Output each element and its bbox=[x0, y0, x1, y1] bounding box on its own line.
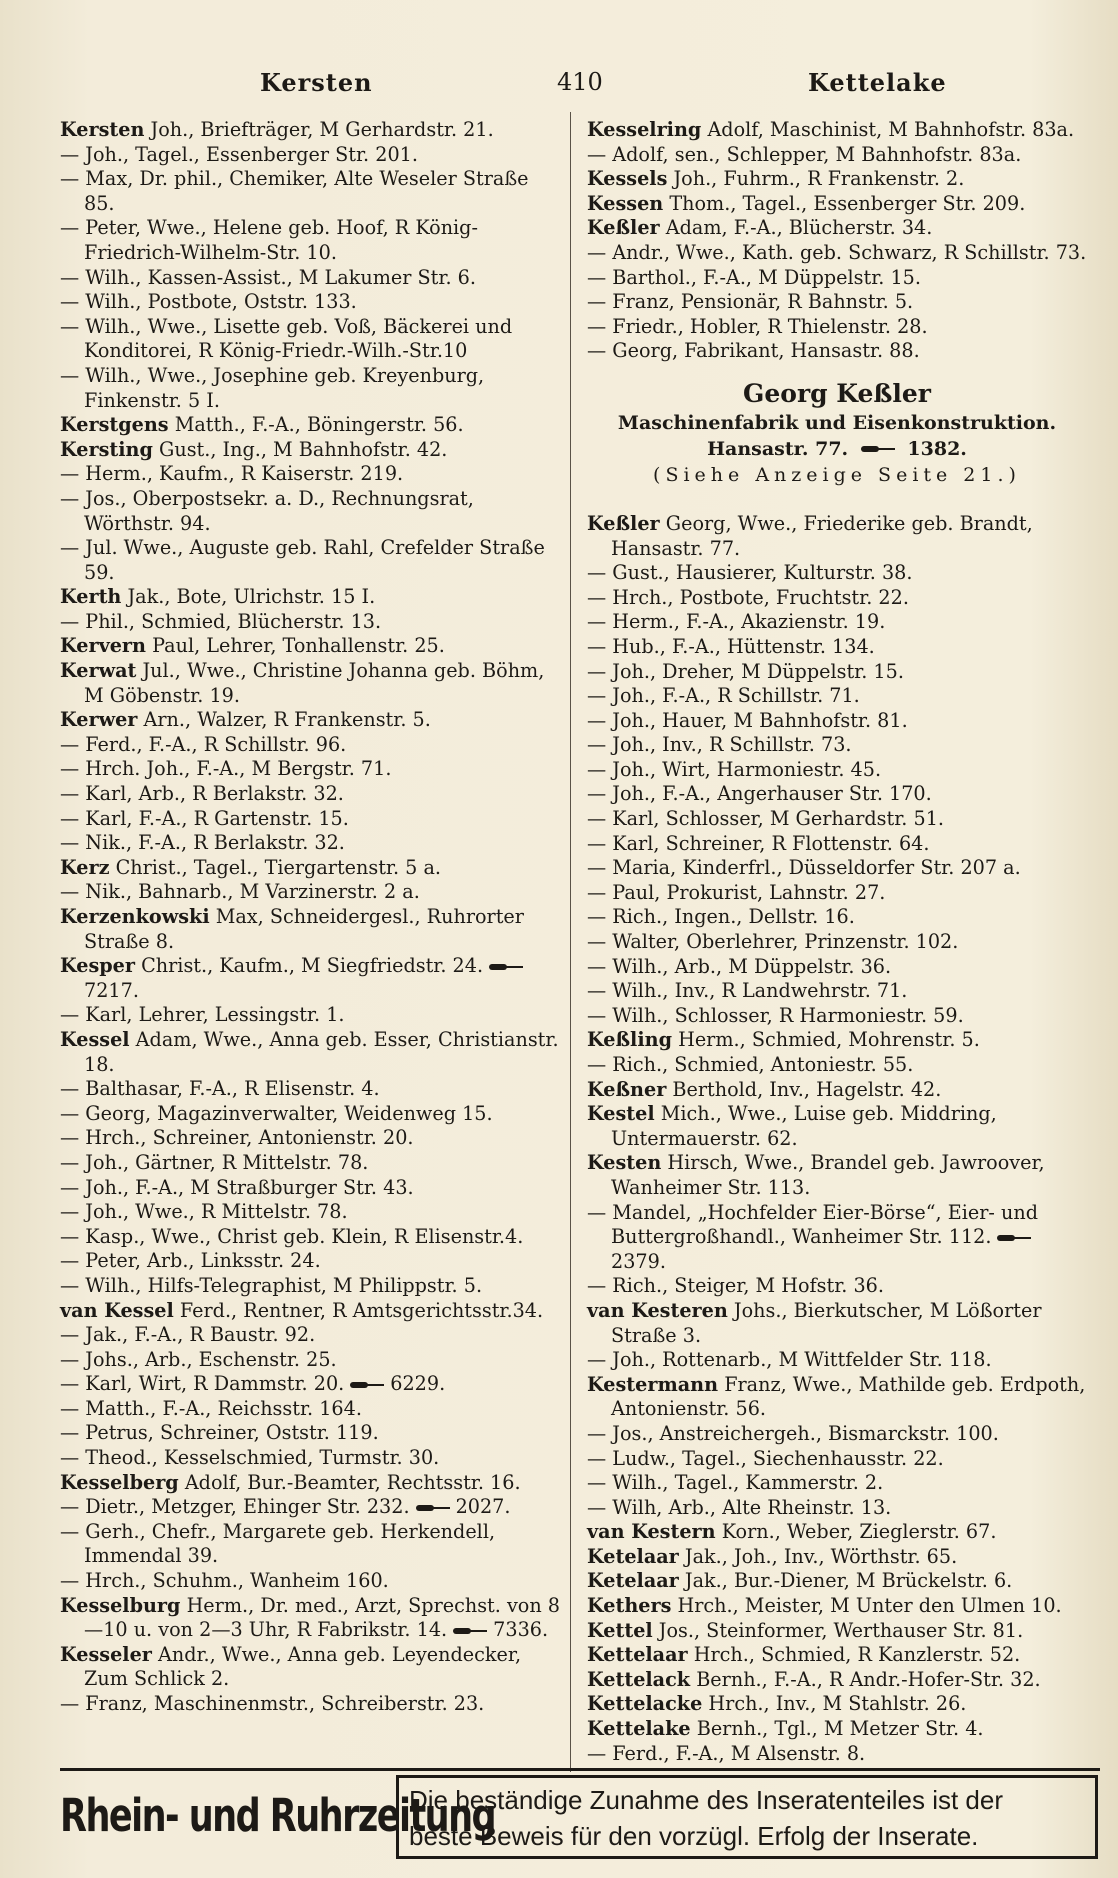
entry-details: — Dietr., Metzger, Ehinger Str. 232. bbox=[60, 1495, 410, 1519]
entry-details: Hrch., Inv., M Stahlstr. 26. bbox=[702, 1692, 967, 1716]
header-left-keyword: Kersten bbox=[260, 68, 373, 97]
entry-surname: Kettelake bbox=[587, 1717, 691, 1741]
directory-entry bbox=[60, 438, 560, 463]
directory-entry bbox=[587, 610, 1087, 635]
directory-entry bbox=[587, 955, 1087, 980]
right-column-bottom-entries bbox=[587, 512, 1087, 1766]
entry-details: — Jul. Wwe., Auguste geb. Rahl, Crefelder Straße 59. bbox=[60, 536, 545, 584]
directory-entry bbox=[587, 807, 1087, 832]
telephone-icon bbox=[416, 1503, 450, 1512]
directory-entry bbox=[60, 634, 560, 659]
directory-entry bbox=[587, 1053, 1087, 1078]
entry-details: Herm., Schmied, Mohrenstr. 5. bbox=[672, 1028, 980, 1052]
advert-title: Georg Keßler bbox=[743, 378, 931, 408]
directory-entry bbox=[60, 462, 560, 487]
entry-details: — Kasp., Wwe., Christ geb. Klein, R Elisenstr.4. bbox=[60, 1224, 524, 1248]
entry-details: Andr., Wwe., Anna geb. Leyendecker, Zum Schlick 2. bbox=[84, 1642, 522, 1691]
directory-entry bbox=[60, 1569, 560, 1594]
entry-details: — Wilh., Hilfs-Telegraphist, M Philippstr. 5. bbox=[60, 1273, 483, 1297]
entry-details: Christ., Kaufm., M Siegfriedstr. 24. bbox=[135, 954, 484, 978]
directory-entry bbox=[60, 954, 560, 1003]
directory-entry bbox=[587, 1004, 1087, 1029]
entry-surname: Kettelacke bbox=[587, 1692, 703, 1716]
entry-details: — Joh., F.-A., R Schillstr. 71. bbox=[587, 684, 860, 708]
entry-details: — Karl, F.-A., R Gartenstr. 15. bbox=[60, 806, 349, 830]
directory-entry bbox=[60, 782, 560, 807]
entry-details: — Peter, Wwe., Helene geb. Hoof, R König-Friedrich-Wilhelm-Str. 10. bbox=[60, 216, 478, 264]
entry-surname: Kesseler bbox=[60, 1642, 152, 1666]
entry-details: Adam, F.-A., Blücherstr. 34. bbox=[659, 216, 933, 240]
entry-details: Paul, Lehrer, Tonhallenstr. 25. bbox=[146, 634, 445, 658]
directory-entry bbox=[60, 1028, 560, 1077]
entry-phone: 6229. bbox=[390, 1372, 446, 1396]
directory-entry bbox=[587, 1496, 1087, 1521]
directory-entry bbox=[587, 709, 1087, 734]
directory-entry bbox=[587, 586, 1087, 611]
advert-note: (Siehe Anzeige Seite 21.) bbox=[653, 463, 1021, 486]
entry-details: — Nik., F.-A., R Berlakstr. 32. bbox=[60, 831, 345, 855]
entry-phone: 7336. bbox=[493, 1618, 549, 1642]
entry-surname: Kerwer bbox=[60, 708, 138, 732]
entry-phone: 2027. bbox=[455, 1495, 511, 1519]
footer-advert bbox=[60, 1768, 1100, 1863]
entry-details: Adolf, Maschinist, M Bahnhofstr. 83a. bbox=[701, 118, 1075, 141]
entry-details: — Maria, Kinderfrl., Düsseldorfer Str. 207 a. bbox=[587, 856, 1021, 880]
directory-entry bbox=[60, 216, 560, 265]
entry-details: Herm., Dr. med., Arzt, Sprechst. von 8—10 u. von 2—3 Uhr, R Fabrikstr. 14. bbox=[84, 1593, 561, 1642]
telephone-icon bbox=[453, 1626, 487, 1635]
entry-surname: Ketelaar bbox=[587, 1544, 679, 1568]
entry-details: — Friedr., Hobler, R Thielenstr. 28. bbox=[587, 314, 928, 338]
entry-details: — Herm., Kaufm., R Kaiserstr. 219. bbox=[60, 462, 404, 486]
entry-surname: Kerz bbox=[60, 855, 110, 879]
directory-entry bbox=[587, 1028, 1087, 1053]
entry-details: — Wilh., Schlosser, R Harmoniestr. 59. bbox=[587, 1003, 964, 1027]
header-right-keyword: Kettelake bbox=[808, 68, 947, 97]
advert-phone: 1382. bbox=[907, 437, 967, 460]
directory-entry bbox=[587, 1422, 1087, 1447]
entry-details: Johs., Bierkutscher, M Lößorter Straße 3. bbox=[611, 1298, 1042, 1347]
directory-entry bbox=[587, 1373, 1087, 1422]
entry-details: Franz, Wwe., Mathilde geb. Erdpoth, Antonienstr. 56. bbox=[611, 1372, 1086, 1421]
entry-surname: van Kesteren bbox=[587, 1298, 728, 1322]
directory-entry bbox=[60, 536, 560, 585]
entry-details: — Hrch., Schuhm., Wanheim 160. bbox=[60, 1569, 389, 1593]
directory-entry bbox=[587, 1520, 1087, 1545]
directory-entry bbox=[60, 733, 560, 758]
directory-entry bbox=[60, 1249, 560, 1274]
directory-entry bbox=[587, 1643, 1087, 1668]
entry-surname: Keßner bbox=[587, 1077, 667, 1101]
entry-details: Jak., Joh., Inv., Wörthstr. 65. bbox=[678, 1544, 958, 1568]
entry-details: — Wilh., Arb., M Düppelstr. 36. bbox=[587, 954, 892, 978]
directory-entry bbox=[60, 1126, 560, 1151]
directory-entry bbox=[60, 1102, 560, 1127]
entry-details: — Joh., Inv., R Schillstr. 73. bbox=[587, 733, 852, 757]
directory-entry bbox=[587, 1668, 1087, 1693]
entry-surname: Kettelaar bbox=[587, 1643, 688, 1667]
entry-details: — Joh., Dreher, M Düppelstr. 15. bbox=[587, 659, 904, 683]
directory-entry bbox=[60, 167, 560, 216]
entry-surname: Kerzenkowski bbox=[60, 905, 210, 928]
entry-details: — Gerh., Chefr., Margarete geb. Herkendell, Immendal 39. bbox=[60, 1519, 496, 1568]
directory-entry bbox=[587, 1102, 1087, 1151]
directory-entry bbox=[587, 1742, 1087, 1767]
directory-entry bbox=[60, 1397, 560, 1422]
advert-address-line bbox=[587, 436, 1087, 462]
left-column bbox=[60, 118, 560, 1717]
directory-entry bbox=[60, 1225, 560, 1250]
directory-entry bbox=[60, 290, 560, 315]
entry-details: — Joh., F.-A., Angerhauser Str. 170. bbox=[587, 782, 932, 806]
directory-entry bbox=[60, 118, 560, 143]
entry-surname: van Kessel bbox=[60, 1298, 174, 1322]
directory-entry bbox=[587, 216, 1087, 241]
directory-entry bbox=[60, 585, 560, 610]
entry-details: Thom., Tagel., Essenberger Str. 209. bbox=[663, 191, 1026, 215]
right-column bbox=[587, 118, 1087, 1766]
entry-details: — Theod., Kesselschmied, Turmstr. 30. bbox=[60, 1446, 440, 1470]
entry-details: — Rich., Ingen., Dellstr. 16. bbox=[587, 905, 855, 929]
entry-details: — Wilh, Arb., Alte Rheinstr. 13. bbox=[587, 1495, 892, 1519]
telephone-icon bbox=[861, 444, 895, 453]
entry-details: — Gust., Hausierer, Kulturstr. 38. bbox=[587, 561, 913, 585]
entry-details: Ferd., Rentner, R Amtsgerichtsstr.34. bbox=[173, 1298, 544, 1322]
directory-entry bbox=[587, 167, 1087, 192]
entry-details: — Andr., Wwe., Kath. geb. Schwarz, R Schillstr. 73. bbox=[587, 240, 1087, 264]
entry-surname: Kerstgens bbox=[60, 413, 169, 437]
entry-details: — Herm., F.-A., Akazienstr. 19. bbox=[587, 610, 886, 634]
entry-details: — Walter, Oberlehrer, Prinzenstr. 102. bbox=[587, 930, 959, 954]
entry-surname: van Kestern bbox=[587, 1520, 716, 1544]
telephone-icon bbox=[997, 1233, 1031, 1242]
entry-details: — Matth., F.-A., Reichsstr. 164. bbox=[60, 1396, 362, 1420]
entry-details: Joh., Briefträger, M Gerhardstr. 21. bbox=[144, 118, 494, 141]
entry-details: — Wilh., Wwe., Lisette geb. Voß, Bäckerei und Konditorei, R König-Friedr.-Wilh.-Str.10 bbox=[60, 314, 513, 363]
entry-details: — Ferd., F.-A., M Alsenstr. 8. bbox=[587, 1741, 866, 1765]
directory-entry bbox=[60, 266, 560, 291]
entry-details: — Joh., Hauer, M Bahnhofstr. 81. bbox=[587, 708, 908, 732]
entry-details: — Karl, Schreiner, R Flottenstr. 64. bbox=[587, 831, 930, 855]
directory-entry bbox=[60, 1200, 560, 1225]
directory-entry bbox=[587, 1619, 1087, 1644]
directory-entry bbox=[60, 1151, 560, 1176]
directory-entry bbox=[587, 561, 1087, 586]
entry-details: — Mandel, „Hochfelder Eier-Börse“, Eier- und Buttergroßhandl., Wanheimer Str. 112. bbox=[587, 1200, 1038, 1249]
directory-entry bbox=[587, 1299, 1087, 1348]
directory-entry bbox=[587, 266, 1087, 291]
directory-entry bbox=[60, 1520, 560, 1569]
newspaper-brand: Rhein- und Ruhrzeitung bbox=[60, 1789, 496, 1842]
entry-details: — Petrus, Schreiner, Oststr. 119. bbox=[60, 1421, 379, 1445]
entry-details: — Karl, Wirt, R Dammstr. 20. bbox=[60, 1372, 345, 1396]
directory-entry bbox=[60, 364, 560, 413]
directory-entry bbox=[587, 1594, 1087, 1619]
directory-entry bbox=[587, 339, 1087, 364]
directory-entry bbox=[587, 782, 1087, 807]
directory-entry bbox=[60, 1421, 560, 1446]
directory-entry bbox=[587, 733, 1087, 758]
directory-entry bbox=[60, 1372, 560, 1397]
entry-surname: Kesten bbox=[587, 1151, 662, 1175]
directory-entry bbox=[60, 1003, 560, 1028]
directory-entry bbox=[60, 1495, 560, 1520]
directory-entry bbox=[60, 1077, 560, 1102]
entry-details: Bernh., Tgl., M Metzer Str. 4. bbox=[690, 1717, 984, 1741]
entry-surname: Kestel bbox=[587, 1102, 655, 1126]
entry-surname: Kesselburg bbox=[60, 1593, 181, 1617]
directory-entry bbox=[587, 315, 1087, 340]
advert-slogan bbox=[396, 1775, 1098, 1859]
page-header bbox=[60, 68, 1078, 108]
entry-details: — Ludw., Tagel., Siechenhausstr. 22. bbox=[587, 1446, 944, 1470]
directory-entry bbox=[60, 708, 560, 733]
directory-entry bbox=[587, 1274, 1087, 1299]
entry-phone: 2379. bbox=[611, 1249, 666, 1273]
entry-details: — Karl, Lehrer, Lessingstr. 1. bbox=[60, 1003, 345, 1027]
entry-surname: Kesselring bbox=[587, 118, 702, 141]
entry-surname: Kessen bbox=[587, 191, 664, 215]
entry-details: — Joh., F.-A., M Straßburger Str. 43. bbox=[60, 1175, 414, 1199]
directory-entry bbox=[587, 660, 1087, 685]
directory-entry bbox=[60, 1446, 560, 1471]
telephone-icon bbox=[489, 962, 523, 971]
entry-surname: Kersten bbox=[60, 118, 145, 141]
entry-details: — Adolf, sen., Schlepper, M Bahnhofstr. 83a. bbox=[587, 142, 1022, 166]
directory-entry bbox=[587, 1569, 1087, 1594]
entry-details: — Balthasar, F.-A., R Elisenstr. 4. bbox=[60, 1077, 380, 1101]
entry-details: — Karl, Schlosser, M Gerhardstr. 51. bbox=[587, 807, 944, 831]
directory-entry bbox=[587, 143, 1087, 168]
entry-details: — Rich., Schmied, Antoniestr. 55. bbox=[587, 1053, 914, 1076]
slogan-line-1: Die beständige Zunahme des Inseratenteiles ist der bbox=[409, 1785, 1004, 1815]
entry-surname: Kessels bbox=[587, 167, 668, 191]
entry-surname: Kethers bbox=[587, 1594, 672, 1618]
entry-details: — Paul, Prokurist, Lahnstr. 27. bbox=[587, 880, 886, 904]
directory-entry bbox=[60, 1643, 560, 1692]
directory-entry bbox=[587, 1717, 1087, 1742]
entry-details: — Barthol., F.-A., M Düppelstr. 15. bbox=[587, 265, 921, 289]
entry-details: Adam, Wwe., Anna geb. Esser, Christianstr. 18. bbox=[84, 1027, 559, 1076]
entry-surname: Keßling bbox=[587, 1028, 672, 1052]
entry-details: — Jos., Anstreichergeh., Bismarckstr. 100. bbox=[587, 1421, 999, 1445]
entry-details: — Georg, Magazinverwalter, Weidenweg 15. bbox=[60, 1101, 493, 1125]
entry-details: — Max, Dr. phil., Chemiker, Alte Weseler Straße 85. bbox=[60, 167, 529, 215]
entry-details: — Peter, Arb., Linksstr. 24. bbox=[60, 1249, 321, 1273]
entry-details: Jul., Wwe., Christine Johanna geb. Böhm, M Göbenstr. 19. bbox=[84, 659, 545, 707]
entry-details: Jak., Bur.-Diener, M Brückelstr. 6. bbox=[678, 1569, 1013, 1593]
directory-entry bbox=[587, 290, 1087, 315]
entry-details: Hrch., Schmied, R Kanzlerstr. 52. bbox=[687, 1643, 1021, 1667]
entry-details: — Joh., Wirt, Harmoniestr. 45. bbox=[587, 757, 882, 781]
entry-details: Arn., Walzer, R Frankenstr. 5. bbox=[137, 708, 431, 732]
directory-entry bbox=[587, 1447, 1087, 1472]
directory-entry bbox=[60, 1323, 560, 1348]
entry-surname: Kerwat bbox=[60, 659, 137, 683]
directory-entry bbox=[60, 757, 560, 782]
entry-details: Korn., Weber, Zieglerstr. 67. bbox=[715, 1520, 997, 1544]
entry-details: Jos., Steinformer, Werthauser Str. 81. bbox=[652, 1618, 1024, 1642]
entry-details: Adolf, Bur.-Beamter, Rechtsstr. 16. bbox=[178, 1470, 521, 1494]
entry-surname: Keßler bbox=[587, 511, 660, 535]
column-divider bbox=[570, 112, 571, 1772]
directory-entry bbox=[60, 1594, 560, 1643]
entry-surname: Ketelaar bbox=[587, 1569, 679, 1593]
entry-details: — Jos., Oberpostsekr. a. D., Rechnungsrat, Wörthstr. 94. bbox=[60, 486, 474, 535]
entry-details: Georg, Wwe., Friederike geb. Brandt, Hansastr. 77. bbox=[611, 511, 1033, 560]
directory-entry bbox=[60, 905, 560, 954]
entry-details: — Hrch. Joh., F.-A., M Bergstr. 71. bbox=[60, 757, 392, 781]
directory-entry bbox=[60, 880, 560, 905]
entry-surname: Kettelack bbox=[587, 1667, 691, 1691]
directory-entry bbox=[60, 831, 560, 856]
directory-entry bbox=[60, 143, 560, 168]
directory-entry bbox=[60, 1471, 560, 1496]
directory-entry bbox=[60, 487, 560, 536]
directory-entry bbox=[60, 856, 560, 881]
directory-entry bbox=[587, 905, 1087, 930]
entry-details: Bernh., F.-A., R Andr.-Hofer-Str. 32. bbox=[690, 1667, 1041, 1691]
directory-entry bbox=[587, 118, 1087, 143]
directory-entry bbox=[587, 930, 1087, 955]
advert-address: Hansastr. 77. bbox=[707, 437, 849, 460]
entry-details: Max, Schneidergesl., Ruhrorter Straße 8. bbox=[84, 905, 524, 953]
entry-details: — Wilh., Tagel., Kammerstr. 2. bbox=[587, 1471, 884, 1495]
right-column-top-entries bbox=[587, 118, 1087, 364]
entry-surname: Kestermann bbox=[587, 1372, 719, 1396]
directory-entry bbox=[60, 1692, 560, 1717]
entry-details: — Franz, Pensionär, R Bahnstr. 5. bbox=[587, 290, 914, 314]
directory-entry bbox=[587, 1078, 1087, 1103]
telephone-icon bbox=[350, 1380, 384, 1389]
entry-details: — Joh., Gärtner, R Mittelstr. 78. bbox=[60, 1150, 369, 1174]
directory-entry bbox=[587, 192, 1087, 217]
entry-details: — Hub., F.-A., Hüttenstr. 134. bbox=[587, 634, 875, 658]
entry-details: — Nik., Bahnarb., M Varzinerstr. 2 a. bbox=[60, 880, 420, 904]
entry-details: Hrch., Meister, M Unter den Ulmen 10. bbox=[671, 1594, 1062, 1618]
entry-surname: Kesper bbox=[60, 954, 135, 978]
entry-surname: Kervern bbox=[60, 634, 146, 658]
slogan-line-2: beste Beweis für den vorzügl. Erfolg der Inserate. bbox=[409, 1821, 979, 1851]
entry-details: — Wilh., Inv., R Landwehrstr. 71. bbox=[587, 979, 908, 1003]
entry-details: — Wilh., Wwe., Josephine geb. Kreyenburg, Finkenstr. 5 I. bbox=[60, 363, 485, 412]
entry-surname: Kettel bbox=[587, 1618, 653, 1642]
advert-box bbox=[587, 378, 1087, 488]
directory-entry bbox=[587, 241, 1087, 266]
entry-details: Jak., Bote, Ulrichstr. 15 I. bbox=[121, 585, 376, 609]
directory-entry bbox=[587, 1471, 1087, 1496]
entry-details: Christ., Tagel., Tiergartenstr. 5 a. bbox=[109, 855, 442, 879]
directory-entry bbox=[60, 610, 560, 635]
directory-entry bbox=[587, 635, 1087, 660]
entry-details: — Wilh., Postbote, Oststr. 133. bbox=[60, 290, 357, 314]
directory-entry bbox=[60, 1176, 560, 1201]
entry-details: — Hrch., Postbote, Fruchtstr. 22. bbox=[587, 585, 909, 609]
directory-entry bbox=[587, 684, 1087, 709]
directory-entry bbox=[587, 832, 1087, 857]
entry-phone: 7217. bbox=[84, 978, 139, 1002]
directory-entry bbox=[60, 1274, 560, 1299]
entry-details: — Hrch., Schreiner, Antonienstr. 20. bbox=[60, 1126, 414, 1150]
entry-surname: Kesselberg bbox=[60, 1470, 179, 1494]
entry-details: Berthold, Inv., Hagelstr. 42. bbox=[666, 1077, 942, 1101]
entry-details: — Jak., F.-A., R Baustr. 92. bbox=[60, 1323, 316, 1347]
directory-entry bbox=[60, 659, 560, 708]
entry-details: Matth., F.-A., Böningerstr. 56. bbox=[168, 413, 464, 437]
directory-entry bbox=[60, 1348, 560, 1373]
directory-entry bbox=[587, 881, 1087, 906]
entry-details: — Georg, Fabrikant, Hansastr. 88. bbox=[587, 339, 920, 363]
directory-entry bbox=[587, 1348, 1087, 1373]
directory-entry bbox=[587, 979, 1087, 1004]
directory-entry bbox=[587, 856, 1087, 881]
entry-surname: Kerth bbox=[60, 585, 122, 609]
entry-details: — Joh., Rottenarb., M Wittfelder Str. 118. bbox=[587, 1348, 992, 1372]
page-number: 410 bbox=[557, 68, 603, 96]
entry-surname: Kessel bbox=[60, 1027, 130, 1051]
entry-details: — Franz, Maschinenmstr., Schreiberstr. 23. bbox=[60, 1692, 485, 1715]
directory-entry bbox=[60, 315, 560, 364]
entry-details: — Ferd., F.-A., R Schillstr. 96. bbox=[60, 732, 347, 756]
entry-details: Hirsch, Wwe., Brandel geb. Jawroover, Wanheimer Str. 113. bbox=[611, 1151, 1045, 1199]
directory-entry bbox=[587, 1692, 1087, 1717]
advert-subtitle: Maschinenfabrik und Eisenkonstruktion. bbox=[617, 411, 1057, 434]
entry-details: — Phil., Schmied, Blücherstr. 13. bbox=[60, 609, 382, 633]
entry-details: — Karl, Arb., R Berlakstr. 32. bbox=[60, 782, 344, 806]
directory-entry bbox=[587, 758, 1087, 783]
entry-details: Gust., Ing., M Bahnhofstr. 42. bbox=[152, 437, 448, 461]
entry-details: — Johs., Arb., Eschenstr. 25. bbox=[60, 1347, 337, 1371]
directory-entry bbox=[587, 512, 1087, 561]
entry-details: — Wilh., Kassen-Assist., M Lakumer Str. 6. bbox=[60, 265, 476, 289]
directory-entry bbox=[587, 1545, 1087, 1570]
entry-details: — Rich., Steiger, M Hofstr. 36. bbox=[587, 1274, 884, 1298]
entry-surname: Kersting bbox=[60, 437, 153, 461]
entry-details: Mich., Wwe., Luise geb. Middring, Untermauerstr. 62. bbox=[611, 1102, 997, 1150]
directory-entry bbox=[60, 807, 560, 832]
entry-details: — Joh., Tagel., Essenberger Str. 201. bbox=[60, 142, 418, 166]
directory-entry bbox=[60, 1299, 560, 1324]
entry-details: Joh., Fuhrm., R Frankenstr. 2. bbox=[667, 167, 965, 191]
directory-entry bbox=[587, 1151, 1087, 1200]
directory-entry bbox=[587, 1201, 1087, 1275]
entry-details: — Joh., Wwe., R Mittelstr. 78. bbox=[60, 1200, 348, 1224]
directory-entry bbox=[60, 413, 560, 438]
entry-surname: Keßler bbox=[587, 216, 660, 240]
